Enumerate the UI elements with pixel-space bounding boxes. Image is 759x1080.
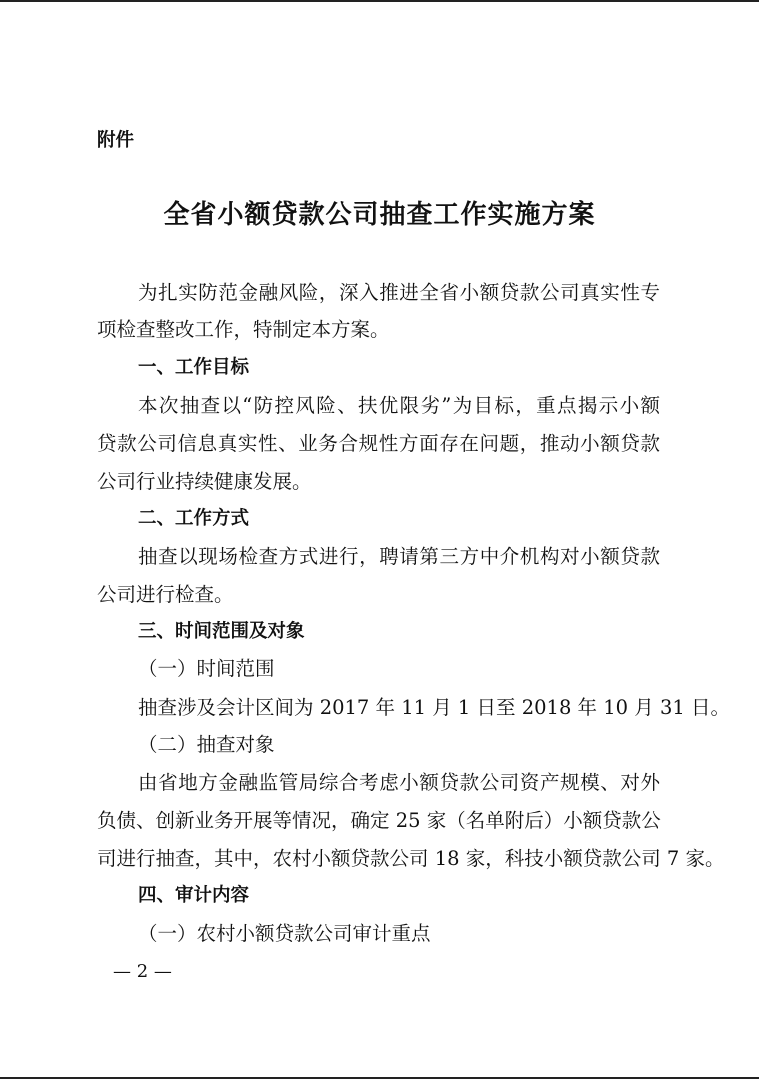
goal-line-2: 贷款公司信息真实性、业务合规性方面存在问题，推动小额贷款 (97, 432, 660, 455)
intro-line-1: 为扎实防范金融风险，深入推进全省小额贷款公司真实性专 (138, 281, 660, 304)
objects-line-3: 司进行抽查，其中，农村小额贷款公司 18 家，科技小额贷款公司 7 家。 (97, 847, 725, 870)
objects-line-2: 负债、创新业务开展等情况，确定 25 家（名单附后）小额贷款公 (97, 809, 661, 832)
section-heading-method: 二、工作方式 (138, 508, 250, 529)
section-heading-goal: 一、工作目标 (138, 357, 250, 378)
goal-line-1: 本次抽查以“防控风险、扶优限劣”为目标，重点揭示小额 (138, 394, 660, 417)
intro-line-2: 项检查整改工作，特制定本方案。 (97, 318, 390, 341)
page-number: — 2 — (113, 961, 172, 982)
subheading-time-range: （一）时间范围 (138, 657, 275, 680)
top-border-line (0, 0, 759, 2)
subheading-rural-audit: （一）农村小额贷款公司审计重点 (138, 922, 431, 945)
section-heading-scope: 三、时间范围及对象 (138, 621, 305, 642)
method-line-1: 抽查以现场检查方式进行，聘请第三方中介机构对小额贷款 (138, 545, 660, 568)
time-range-text: 抽查涉及会计区间为 2017 年 11 月 1 日至 2018 年 10 月 31 日。 (138, 696, 730, 719)
section-heading-audit: 四、审计内容 (138, 885, 250, 906)
method-line-2: 公司进行检查。 (97, 583, 234, 606)
document-title: 全省小额贷款公司抽查工作实施方案 (163, 200, 596, 230)
goal-line-3: 公司行业持续健康发展。 (97, 470, 312, 493)
objects-line-1: 由省地方金融监管局综合考虑小额贷款公司资产规模、对外 (138, 771, 660, 794)
attachment-label: 附件 (97, 130, 135, 151)
bottom-border-line (0, 1077, 759, 1079)
subheading-sample-objects: （二）抽查对象 (138, 733, 275, 756)
